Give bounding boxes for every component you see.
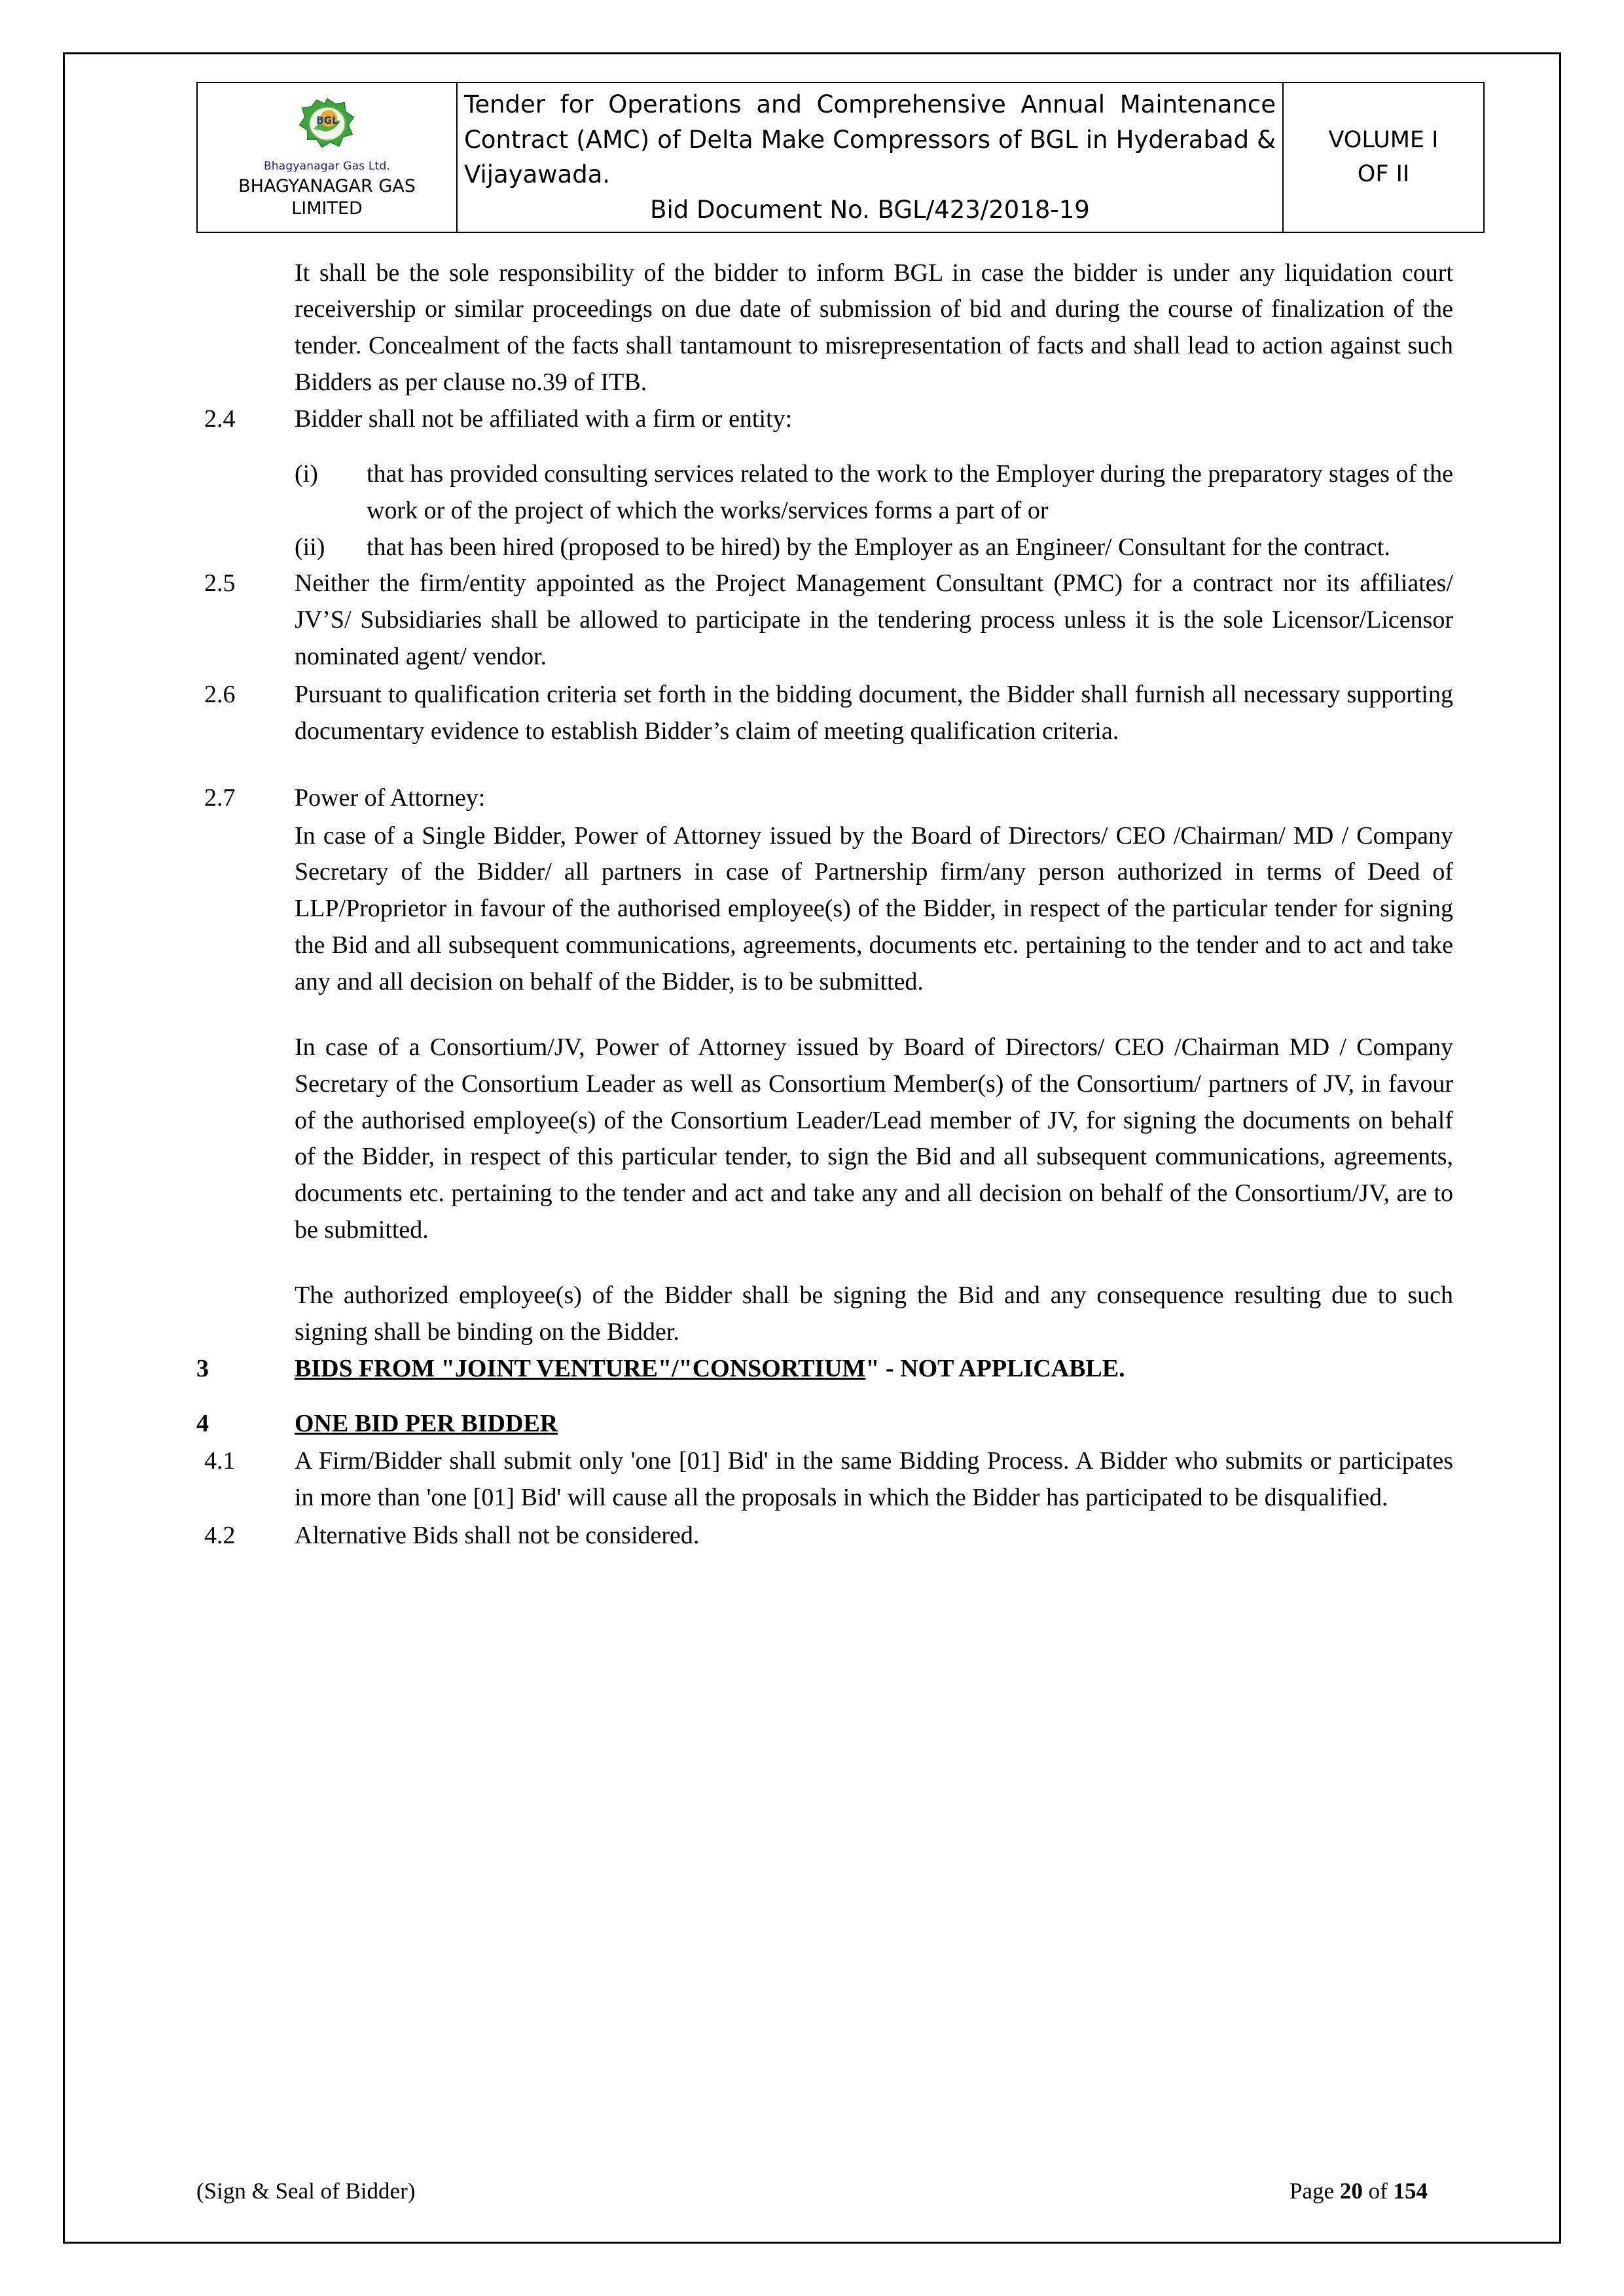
clause-2-7-paragraph-2: In case of a Consortium/JV, Power of Attorney issued by Board of Directors/ CEO /Chairman MD / Company Secretary of the Consortium Leader as well as Consortium Member(s) of the Consortium/ partners of JV, in favour of the authorised employee(s) of the Consortium Leader/Lead member of JV, for signing the documents on behalf of the Bidder, in respect of this particular tender, to sign the Bid and all subsequent communications, agreements, documents etc. pertaining to the tender and act and take any and all decision on behalf of the Consortium/JV, are to be submitted.	[295, 1033, 1453, 1244]
clause-4-1-number: 4.1	[204, 1447, 236, 1475]
clause-2-4-item-i-text: that has provided consulting services related to the work to the Employer during the preparatory stages of the work or of the project of which the works/services forms a part of or	[367, 459, 1453, 524]
clause-3-text	[295, 1351, 1453, 1388]
page-content	[196, 82, 1453, 1556]
volume-line-1: VOLUME I	[1328, 126, 1439, 153]
clause-4-2-text: Alternative Bids shall not be considered.	[295, 1522, 700, 1550]
clause-2-4-item-ii-text: that has been hired (proposed to be hired) by the Employer as an Engineer/ Consultant for the contract.	[367, 533, 1390, 561]
clause-2-5-number: 2.5	[204, 569, 236, 598]
header-title-cell	[457, 82, 1283, 232]
bgl-logo-icon	[288, 95, 367, 155]
clause-2-4-item-i-number: (i)	[295, 459, 318, 488]
clause-4-1	[196, 1443, 1453, 1516]
page-footer	[196, 2178, 1428, 2204]
sign-seal-label: (Sign & Seal of Bidder)	[196, 2178, 416, 2204]
clause-2-6-number: 2.6	[204, 681, 236, 709]
clause-3-underlined-text: BIDS FROM "JOINT VENTURE"/"CONSORTIUM	[295, 1354, 866, 1382]
clause-2-6-text: Pursuant to qualification criteria set forth in the bidding document, the Bidder shall furnish all necessary supporting documentary evidence to establish Bidder’s claim of meeting qualification criteria.	[295, 681, 1453, 745]
clause-4-2-number: 4.2	[204, 1522, 236, 1550]
company-name: BHAGYANAGAR GAS LIMITED	[238, 176, 416, 219]
svg-text:BGL: BGL	[316, 115, 338, 127]
page-prefix: Page	[1290, 2178, 1340, 2204]
header-logo-cell	[197, 82, 457, 232]
clause-4	[196, 1406, 1453, 1443]
header-row	[197, 82, 1484, 232]
clause-2-4-text: Bidder shall not be affiliated with a firm or entity:	[295, 405, 793, 433]
spacer	[196, 751, 1453, 780]
clause-2-4-item-ii-number: (ii)	[295, 533, 325, 561]
bid-document-no: Bid Document No. BGL/423/2018-19	[650, 195, 1090, 224]
clause-2-7-paragraph-1: In case of a Single Bidder, Power of Attorney issued by the Board of Directors/ CEO /Chairman/ MD / Company Secretary of the Bidder/ all partners in case of Partnership firm/any person authorized in terms of Deed of LLP/Proprietor in favour of the authorised employee(s) of the Bidder, in respect of the particular tender for signing the Bid and all subsequent communications, agreements, documents etc. pertaining to the tender and to act and take any and all decision on behalf of the Bidder, is to be submitted.	[295, 821, 1453, 996]
clause-3-tail-text: " - NOT APPLICABLE.	[865, 1354, 1125, 1382]
clause-4-2	[196, 1518, 1453, 1554]
page-of: of	[1362, 2178, 1394, 2204]
clause-4-number: 4	[196, 1409, 209, 1437]
page-number-label	[1290, 2178, 1428, 2204]
clause-3	[196, 1351, 1453, 1388]
page-number: 20	[1339, 2178, 1363, 2204]
tender-title: Tender for Operations and Comprehensive Annual Maintenance Contract (AMC) of Delta Make Compressors of BGL in Hyderabad & Vijayawada.	[464, 90, 1276, 189]
spacer	[196, 1001, 1453, 1030]
clause-2-4	[196, 401, 1453, 438]
logo-tagline: Bhagyanagar Gas Ltd.	[263, 160, 391, 173]
clause-4-heading: ONE BID PER BIDDER	[295, 1409, 558, 1437]
clause-2-7-paragraph-3: The authorized employee(s) of the Bidder shall be signing the Bid and any consequence resulting due to such signing shall be binding on the Bidder.	[295, 1282, 1453, 1346]
clause-2-6	[196, 677, 1453, 750]
company-logo	[204, 95, 450, 173]
spacer	[196, 439, 1453, 456]
volume-line-2: OF II	[1357, 161, 1410, 188]
clause-3-number: 3	[196, 1354, 209, 1382]
clause-2-4-number: 2.4	[204, 405, 236, 433]
clause-2-5	[196, 565, 1453, 675]
clause-2-7-heading: Power of Attorney:	[295, 783, 486, 812]
header-volume-cell	[1283, 82, 1484, 232]
clause-4-1-text: A Firm/Bidder shall submit only 'one [01] Bid' in the same Bidding Process. A Bidder who submits or participates in more than 'one [01] Bid' will cause all the proposals in which the Bidder has participated to be disqualified.	[295, 1447, 1453, 1512]
clause-2-7-number: 2.7	[204, 783, 236, 812]
clause-2-7	[196, 780, 1453, 817]
clause-2-4-item-ii	[295, 529, 1453, 566]
document-body	[196, 255, 1453, 1555]
spacer	[196, 1249, 1453, 1278]
intro-paragraph: It shall be the sole responsibility of the bidder to inform BGL in case the bidder is under any liquidation court receivership or similar proceedings on due date of submission of bid and during the course of finalization of the tender. Concealment of the facts shall tantamount to misrepresentation of facts and shall lead to action against such Bidders as per clause no.39 of ITB.	[295, 259, 1453, 397]
document-header-table	[196, 82, 1485, 233]
page-total: 154	[1393, 2178, 1428, 2204]
clause-2-5-text: Neither the firm/entity appointed as the Project Management Consultant (PMC) for a contract nor its affiliates/ JV’S/ Subsidiaries shall be allowed to participate in the tendering process unless it is the sole Licensor/Licensor nominated agent/ vendor.	[295, 569, 1453, 671]
spacer	[196, 1389, 1453, 1406]
clause-2-4-item-i	[295, 456, 1453, 529]
